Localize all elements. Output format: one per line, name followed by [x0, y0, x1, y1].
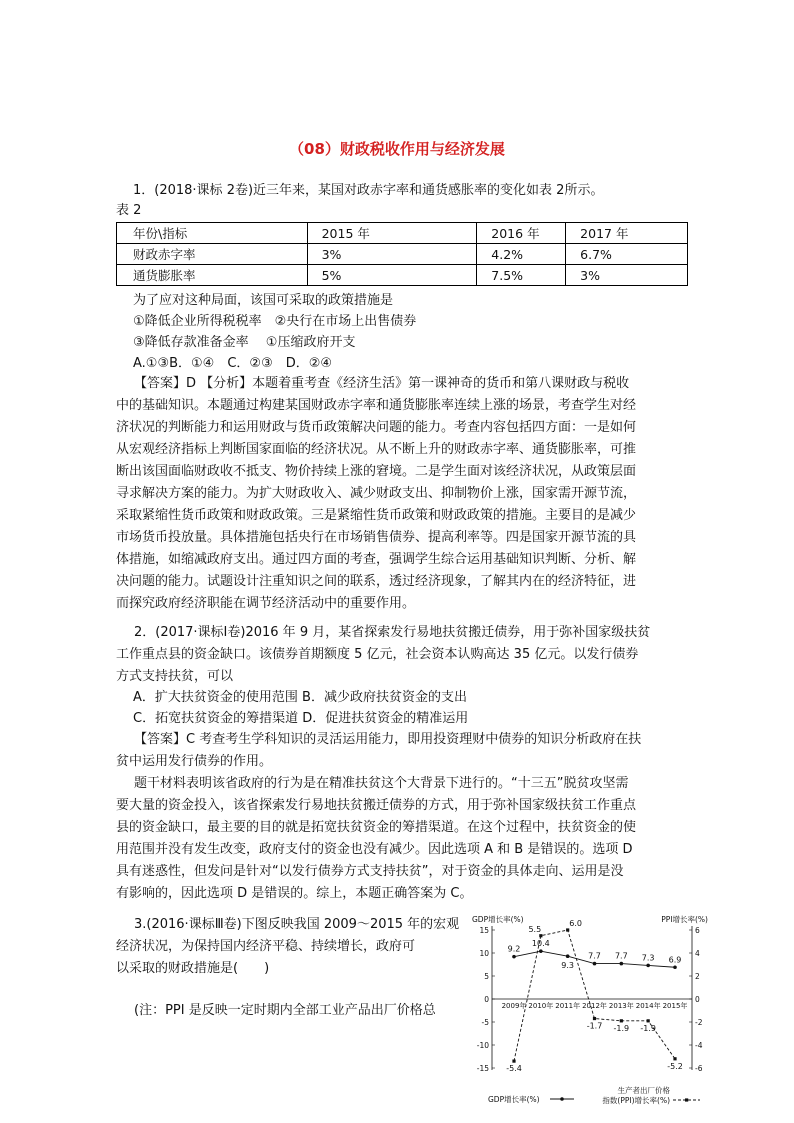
right-tick-label: -6 — [695, 1064, 703, 1073]
table-cell: 通货膨胀率 — [117, 265, 308, 286]
answer-line: 而探究政府经济职能在调节经济活动中的重要作用。 — [116, 596, 416, 611]
table-header-cell: 2016 年 — [477, 223, 566, 244]
answer-line: 决问题的能力。试题设计注重知识之间的联系，透过经济现象，了解其内在的经济特征，进 — [116, 574, 637, 589]
answer-line: 贫中运用发行债券的作用。 — [116, 754, 273, 769]
x-tick-label: 2014年 — [635, 1002, 661, 1010]
answer-line: 市场货币投放量。具体措施包括央行在市场销售债券、提高利率等。四是国家开源节流的具 — [116, 530, 637, 545]
q2-stem-line: 工作重点县的资金缺口。该债券首期额度 5 亿元，社会资本认购高达 35 亿元。以发行债券 — [116, 647, 639, 662]
gdp-data-label: 7.7 — [588, 951, 601, 961]
table-cell: 5% — [307, 265, 477, 286]
q3-stem-line: 3.(2016·课标Ⅲ卷)下图反映我国 2009～2015 年的宏观 — [134, 917, 460, 932]
q3-note-line: (注：PPI 是反映一定时期内全部工业产品出厂价格总 — [134, 1003, 436, 1018]
q1-answer — [116, 373, 686, 615]
q2-choices-cd: C．拓宽扶贫资金的筹措渠道 D．促进扶贫资金的精准运用 — [133, 711, 469, 726]
ppi-data-label: 6.0 — [569, 919, 583, 928]
x-tick-label: 2012年 — [582, 1002, 607, 1010]
table-cell: 3% — [566, 265, 688, 286]
table-cell: 3% — [307, 244, 477, 265]
q3-note — [116, 1000, 466, 1022]
gdp-ppi-chart — [470, 908, 710, 1123]
left-tick-label: 0 — [484, 995, 489, 1004]
legend-ppi-label-line2: 指数(PPI)增长率(%) — [602, 1096, 670, 1105]
ppi-point — [647, 1019, 650, 1022]
q1-table-caption: 表 2 — [116, 203, 142, 218]
q1-choices: A.①③B．①④ C．②③ D．②④ — [133, 356, 333, 371]
gdp-data-label: 9.3 — [561, 961, 575, 971]
ppi-point — [566, 928, 569, 931]
answer-line: 从宏观经济指标上判断国家面临的经济状况。从不断上升的财政赤字率、通货膨胀率，可推 — [116, 442, 637, 457]
ppi-point — [593, 1017, 596, 1020]
analysis-line: 具有迷惑性，但发问是针对“以发行债券方式支持扶贫”，对于资金的具体走向、运用是没 — [116, 864, 624, 879]
analysis-line: 题干材料表明该省政府的行为是在精准扶贫这个大背景下进行的。“十三五”脱贫攻坚需 — [134, 776, 629, 791]
q3-stem — [116, 914, 466, 980]
gdp-data-label: 9.2 — [507, 944, 521, 954]
left-tick-label: 10 — [479, 949, 489, 958]
q1-stem: 1．(2018·课标 2卷)近三年来，某国对政赤字率和通货感胀率的变化如表 2所示。 — [133, 183, 604, 198]
ppi-data-label: -1.9 — [640, 1023, 656, 1033]
left-axis-label: GDP增长率(%) — [472, 915, 524, 924]
right-tick-label: -4 — [695, 1041, 703, 1050]
q1-options-line1: ①降低企业所得税税率 ②央行在市场上出售债券 — [133, 314, 417, 329]
answer-line: 【答案】D 【分析】本题着重考查《经济生活》第一课神奇的货币和第八课财政与税收 — [134, 376, 630, 391]
ppi-point — [539, 934, 542, 937]
q2-stem-line: 2．(2017·课标Ⅰ卷)2016 年 9 月，某省探索发行易地扶贫搬迁债券，用于弥补国家级扶贫 — [134, 625, 651, 640]
right-tick-label: 0 — [695, 995, 700, 1004]
left-tick-label: -10 — [476, 1041, 489, 1050]
legend-gdp-label: GDP增长率(%) — [488, 1095, 540, 1104]
x-tick-label: 2010年 — [528, 1002, 554, 1010]
left-tick-label: 15 — [479, 926, 489, 935]
ppi-data-label: 5.5 — [528, 924, 542, 934]
answer-line: 【答案】C 考查考生学科知识的灵活运用能力，即用投资理财中债券的知识分析政府在扶 — [134, 732, 642, 747]
table-header-cell: 年份\指标 — [117, 223, 308, 244]
ppi-data-label: -5.4 — [506, 1064, 522, 1074]
left-tick-label: -15 — [476, 1064, 489, 1073]
q3-stem-line: 经济状况，为保持国内经济平稳、持续增长，政府可 — [116, 939, 416, 954]
answer-line: 中的基础知识。本题通过构建某国财政赤字率和通货膨胀率连续上涨的场景，考查学生对经 — [116, 398, 637, 413]
x-tick-label: 2009年 — [501, 1002, 527, 1010]
ppi-data-label: -1.7 — [586, 1021, 603, 1031]
gdp-point — [620, 962, 624, 966]
table-row — [117, 265, 688, 286]
x-tick-label: 2013年 — [608, 1002, 634, 1010]
q2-answer — [116, 729, 686, 773]
q2-stem — [116, 622, 686, 688]
right-tick-label: 2 — [695, 972, 700, 981]
table-header-cell: 2015 年 — [307, 223, 477, 244]
left-tick-label: -5 — [481, 1018, 489, 1027]
legend-ppi-marker — [685, 1098, 688, 1101]
right-tick-label: 6 — [695, 926, 700, 935]
ppi-point — [620, 1019, 623, 1022]
q2-choices-ab: A．扩大扶贫资金的使用范围 B．减少政府扶贫资金的支出 — [133, 690, 467, 705]
legend-ppi-label-line1: 生产者出厂价格 — [617, 1086, 670, 1095]
gdp-point — [539, 949, 543, 953]
gdp-point — [512, 955, 516, 959]
q2-stem-line: 方式支持扶贫，可以 — [116, 669, 234, 684]
gdp-data-label: 7.7 — [614, 951, 628, 961]
right-axis-label: PPI增长率(%) — [661, 915, 708, 924]
gdp-data-label: 7.3 — [641, 953, 655, 963]
q1-question: 为了应对这种局面，该国可采取的政策措施是 — [133, 293, 394, 308]
table-row — [117, 244, 688, 265]
gdp-point — [646, 964, 650, 968]
analysis-line: 要大量的资金投入，该省探索发行易地扶贫搬迁债券的方式，用于弥补国家级扶贫工作重点 — [116, 798, 637, 813]
answer-line: 体措施，如缩减政府支出。通过四方面的考查，强调学生综合运用基础知识判断、分析、解 — [116, 552, 637, 567]
ppi-point — [673, 1057, 676, 1060]
gdp-data-label: 10.4 — [531, 939, 550, 949]
answer-line: 寻求解决方案的能力。为扩大财政收入、减少财政支出、抑制物价上涨，国家需开源节流， — [116, 486, 637, 501]
ppi-point — [512, 1060, 515, 1063]
q1-options-line2: ③降低存款准备金率 ①压缩政府开支 — [133, 335, 356, 350]
legend-gdp-marker — [560, 1097, 564, 1101]
analysis-line: 有影响的，因此选项 D 是错误的。综上，本题正确答案为 C。 — [116, 886, 473, 901]
ppi-series-line — [514, 930, 675, 1061]
table-cell: 财政赤字率 — [117, 244, 308, 265]
left-tick-label: 5 — [484, 972, 489, 981]
table-cell: 7.5% — [477, 265, 566, 286]
q3-stem-line: 以采取的财政措施是( ) — [116, 961, 270, 976]
answer-line: 采取紧缩性货币政策和财政政策。三是紧缩性货币政策和财政政策的措施。主要目的是减少 — [116, 508, 637, 523]
gdp-point — [593, 962, 597, 966]
table-cell: 4.2% — [477, 244, 566, 265]
answer-line: 济状况的判断能力和运用财政与货币政策解决问题的能力。考查内容包括四方面：一是如何 — [116, 420, 637, 435]
right-tick-label: -2 — [695, 1018, 703, 1027]
ppi-data-label: -1.9 — [613, 1023, 630, 1033]
ppi-data-label: -5.2 — [667, 1061, 683, 1071]
analysis-line: 县的资金缺口，最主要的目的就是拓宽扶贫资金的筹措渠道。在这个过程中，扶贫资金的使 — [116, 820, 637, 835]
answer-line: 断出该国面临财政收不抵支、物价持续上涨的窘境。二是学生面对该经济状况，从政策层面 — [116, 464, 637, 479]
gdp-point — [566, 954, 570, 958]
table-cell: 6.7% — [566, 244, 688, 265]
gdp-data-label: 6.9 — [668, 955, 682, 965]
table-header-cell: 2017 年 — [566, 223, 688, 244]
x-tick-label: 2015年 — [662, 1002, 688, 1010]
table-header-row — [117, 223, 688, 244]
q2-analysis — [116, 773, 686, 905]
x-tick-label: 2011年 — [555, 1002, 581, 1010]
gdp-point — [673, 965, 677, 969]
analysis-line: 用范围并没有发生改变，政府支付的资金也没有减少。因此选项 A 和 B 是错误的。选项 D — [116, 842, 633, 857]
page-title: （08）财政税收作用与经济发展 — [289, 140, 505, 158]
right-tick-label: 4 — [695, 949, 700, 958]
q1-data-table — [116, 222, 688, 286]
